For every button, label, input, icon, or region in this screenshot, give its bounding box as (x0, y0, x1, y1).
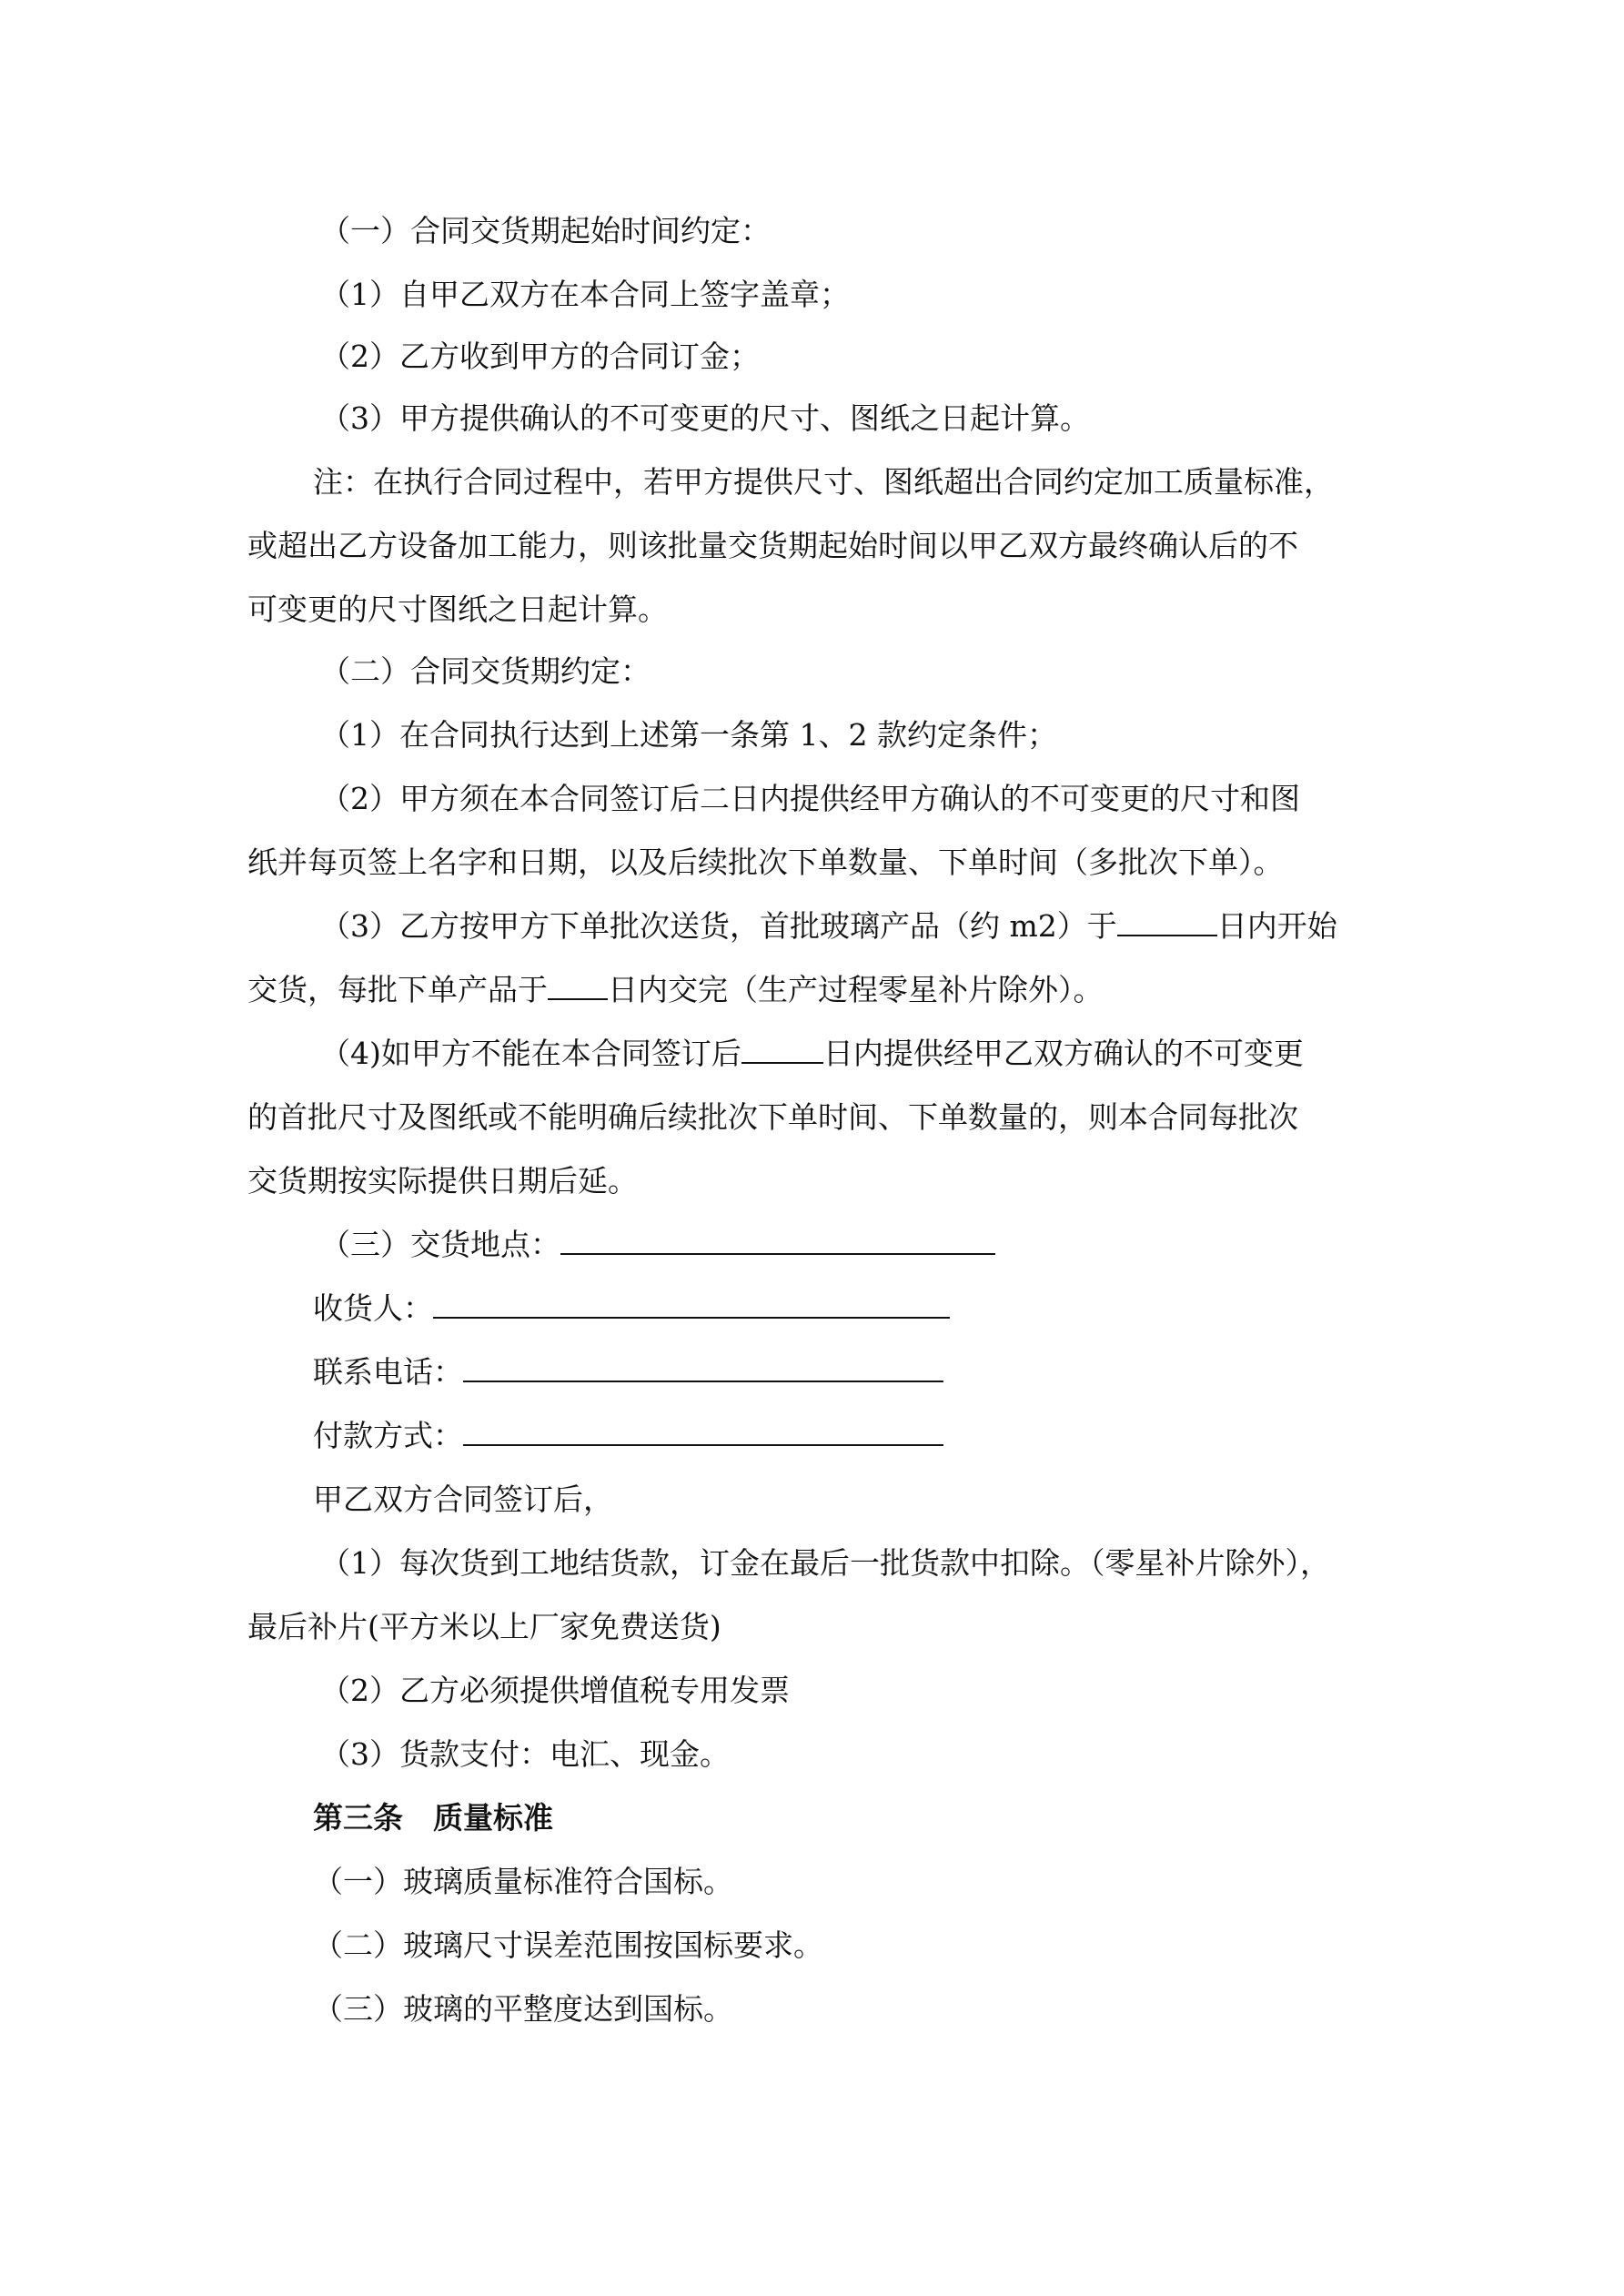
payment-item3: （3）货款支付：电汇、现金。 (320, 1736, 730, 1772)
delivery-place-row (320, 1225, 995, 1265)
payment-item1-line2: 最后补片(平方米以上厂家免费送货) (247, 1609, 721, 1644)
payment-item2: （2）乙方必须提供增值税专用发票 (320, 1673, 790, 1708)
consignee-label: 收货人： (313, 1290, 433, 1326)
section2-item3-line1-text-a: （3）乙方按甲方下单批次送货，首批玻璃产品（约 m2）于 (320, 908, 1117, 944)
section2-item3-line1 (320, 906, 1337, 946)
section2-item4-line1 (320, 1034, 1304, 1074)
section2-item4-line2: 的首批尺寸及图纸或不能明确后续批次下单时间、下单数量的，则本合同每批次 (247, 1099, 1298, 1135)
section1-item2: （2）乙方收到甲方的合同订金； (320, 339, 760, 374)
payment-row (313, 1416, 943, 1456)
drawing-provision-days-blank (741, 1035, 823, 1064)
section2-item3-line2-text-b: 日内交完（生产过程零星补片除外）。 (608, 972, 1104, 1007)
delivery-place-label: （三）交货地点： (320, 1227, 560, 1262)
section2-item4-line1-text-a: （4)如甲方不能在本合同签订后 (320, 1036, 741, 1071)
batch-completion-days-blank (548, 971, 608, 1000)
section1-note-line2: 或超出乙方设备加工能力，则该批量交货期起始时间以甲乙双方最终确认后的不 (247, 528, 1298, 563)
section2-item3-line2-text-a: 交货，每批下单产品于 (247, 972, 548, 1007)
payment-blank (463, 1417, 943, 1446)
first-batch-days-blank (1117, 907, 1217, 936)
phone-row (313, 1352, 943, 1392)
section2-item3-line1-text-b: 日内开始 (1216, 908, 1337, 944)
quality-item1: （一）玻璃质量标准符合国标。 (313, 1864, 733, 1899)
after-signing-text: 甲乙双方合同签订后， (313, 1482, 613, 1517)
consignee-row (313, 1289, 950, 1329)
section1-item3: （3）甲方提供确认的不可变更的尺寸、图纸之日起计算。 (320, 400, 1090, 436)
section2-item3-line2 (247, 970, 1104, 1010)
section1-item1: （1）自甲乙双方在本合同上签字盖章； (320, 277, 850, 312)
payment-item1-line1: （1）每次货到工地结货款，订金在最后一批货款中扣除。（零星补片除外）， (320, 1545, 1330, 1581)
consignee-blank (433, 1290, 950, 1319)
section2-item2-line1: （2）甲方须在本合同签订后二日内提供经甲方确认的不可变更的尺寸和图 (320, 781, 1300, 816)
section1-note-line1: 注：在执行合同过程中，若甲方提供尺寸、图纸超出合同约定加工质量标准， (313, 464, 1334, 500)
quality-item2: （二）玻璃尺寸误差范围按国标要求。 (313, 1927, 823, 1963)
section1-heading: （一）合同交货期起始时间约定： (320, 213, 771, 248)
quality-item3: （三）玻璃的平整度达到国标。 (313, 1991, 733, 2027)
payment-label: 付款方式： (313, 1418, 463, 1453)
delivery-place-blank (560, 1226, 995, 1255)
section2-heading: （二）合同交货期约定： (320, 653, 651, 689)
section2-item1: （1）在合同执行达到上述第一条第 1、2 款约定条件； (320, 717, 1057, 753)
section1-note-line3: 可变更的尺寸图纸之日起计算。 (247, 592, 668, 627)
phone-blank (463, 1353, 943, 1382)
phone-label: 联系电话： (313, 1354, 463, 1390)
article3-title: 第三条 质量标准 (313, 1800, 553, 1836)
section2-item2-line2: 纸并每页签上名字和日期，以及后续批次下单数量、下单时间（多批次下单）。 (247, 845, 1284, 880)
section2-item4-line1-text-b: 日内提供经甲乙双方确认的不可变更 (822, 1036, 1304, 1071)
section2-item4-line3: 交货期按实际提供日期后延。 (247, 1163, 638, 1199)
